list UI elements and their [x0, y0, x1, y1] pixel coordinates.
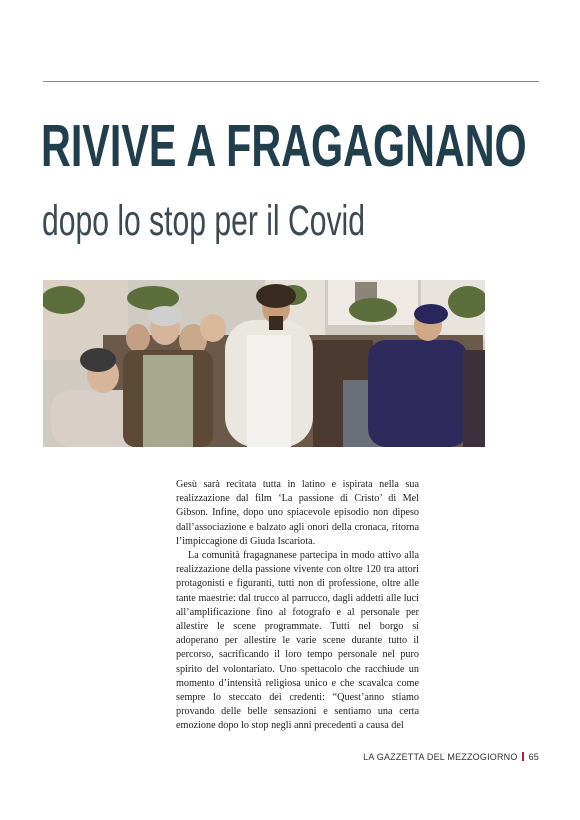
- footer-separator: [522, 752, 524, 761]
- header-rule: [43, 81, 539, 82]
- publication-name: LA GAZZETTA DEL MEZZOGIORNO: [363, 752, 518, 762]
- article-paragraph: Gesù sarà recitata tutta in latino e ispirata nella sua realizzazione dal film ‘La passione di Cristo’ di Mel Gibson. Infine, dopo uno spiacevole episodio non dipeso dall’associazione e balzato agli onori della cronaca, ritorna l’impiccagione di Giuda Iscariota.: [176, 479, 419, 547]
- page-footer: [363, 752, 539, 762]
- article-paragraph: La comunità fragagnanese partecipa in modo attivo alla realizzazione della passione vivente con oltre 120 tra attori protagonisti e figuranti, tutti non di professione, oltre alle tante maestrie: dal trucco al parrucco, dagli addetti alle luci all’amplificazione fino al fotografo e al personale per allestire le scene programmate. Tutti nel borgo si adoperano per allestire le varie scene durante tutto il percorso, sacrificando il loro tempo personale nel puro spirito del volontariato. Uno spettacolo che racchiude un momento d’intensità religiosa unico e che scavalca come sempre lo steccato dei credenti: “Quest’anno stiamo provando delle belle sensazioni e sentiamo una certa emozione dopo lo stop negli anni precedenti a causa del: [176, 550, 419, 732]
- article-subtitle: dopo lo stop per il Covid: [42, 197, 365, 245]
- article-photo: [43, 280, 485, 447]
- page-number: 65: [528, 752, 539, 762]
- article-body: [176, 478, 419, 734]
- article-title: RIVIVE A FRAGAGNANO: [41, 113, 527, 179]
